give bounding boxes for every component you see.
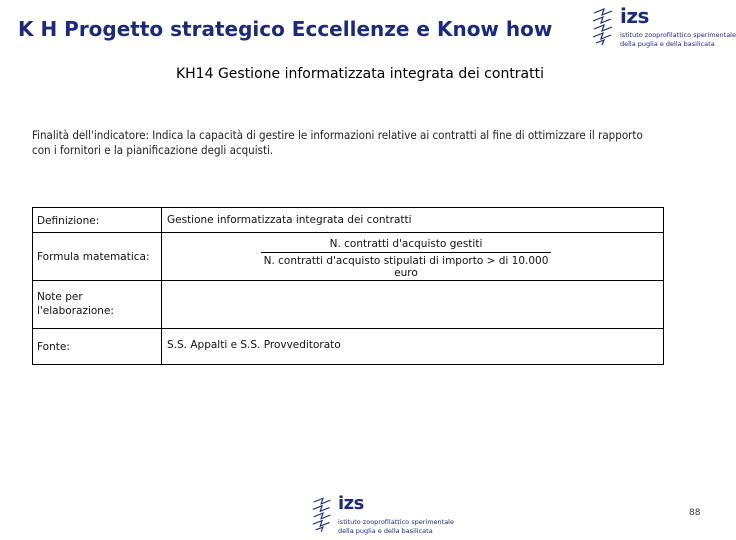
logo-wordmark: izs [338,493,364,514]
indicator-purpose: Finalità dell'indicatore: Indica la capacità di gestire le informazioni relative ai contratti al fine di ottimizzare il rapporto con i fornitori e la pianificazione degli acquisti. [32,128,643,157]
logo-tagline-1: istituto zooprofilattico sperimentale [620,31,736,39]
indicator-table [32,207,664,365]
formula-fraction [251,238,561,279]
definizione-label: Definizione: [37,215,100,227]
row-divider [33,328,663,329]
definizione-value: Gestione informatizzata integrata dei contratti [167,214,412,226]
fraction-bar [261,252,551,253]
izs-logo [590,4,736,50]
fonte-label: Fonte: [37,341,70,353]
note-label: Note per l'elaborazione: [37,291,114,317]
row-divider [33,232,663,233]
fonte-value: S.S. Appalti e S.S. Provveditorato [167,339,341,351]
izs-footer-logo [310,492,454,538]
formula-denominator: N. contratti d'acquisto stipulati di importo > di 10.000 euro [263,255,549,279]
izs-logo-mark [310,495,336,535]
logo-tagline-1: istituto zooprofilattico sperimentale [338,518,454,526]
formula-numerator: N. contratti d'acquisto gestiti [329,238,483,250]
page-title: K H Progetto strategico Eccellenze e Know how [18,17,553,41]
formula-label: Formula matematica: [37,251,150,263]
page-number: 88 [689,508,701,518]
logo-tagline-2: della puglia e della basilicata [338,527,433,535]
logo-wordmark: izs [620,4,649,28]
indicator-title: KH14 Gestione informatizzata integrata dei contratti [175,66,545,82]
row-divider [33,280,663,281]
izs-logo-mark [590,7,618,47]
logo-tagline-2: della puglia e della basilicata [620,40,715,48]
